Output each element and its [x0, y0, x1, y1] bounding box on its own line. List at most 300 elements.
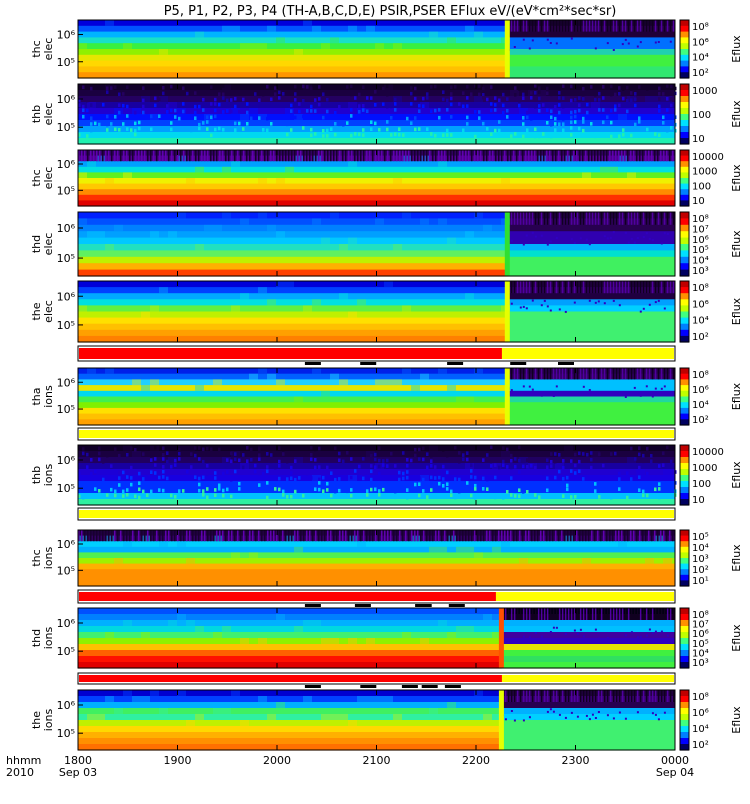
noise-pixel	[547, 305, 549, 307]
noise-pixel	[110, 458, 113, 462]
noise-pixel	[655, 212, 657, 225]
noise-pixel	[546, 108, 549, 112]
noise-pixel	[538, 86, 541, 90]
noise-pixel	[238, 122, 241, 126]
noise-pixel	[222, 472, 225, 476]
noise-pixel	[93, 530, 95, 541]
noise-pixel	[170, 109, 173, 113]
noise-pixel	[601, 368, 603, 379]
noise-pixel	[202, 98, 205, 102]
texture-pixel	[222, 167, 231, 173]
noise-pixel	[667, 233, 669, 235]
noise-pixel	[426, 452, 429, 456]
noise-pixel	[504, 150, 506, 161]
spectrum-band	[78, 26, 508, 32]
mode-slow-survey	[502, 348, 674, 359]
noise-pixel	[150, 91, 153, 95]
noise-pixel	[561, 530, 563, 541]
noise-pixel	[670, 281, 672, 293]
noise-pixel	[615, 150, 617, 161]
noise-pixel	[394, 464, 397, 468]
x-tick-label: 2200	[462, 754, 490, 767]
noise-pixel	[530, 117, 533, 121]
noise-pixel	[306, 85, 309, 89]
noise-pixel	[154, 452, 157, 456]
noise-pixel	[326, 110, 329, 114]
spectrum-band	[78, 552, 675, 558]
noise-pixel	[628, 608, 630, 620]
noise-pixel	[162, 465, 165, 469]
noise-pixel	[430, 110, 433, 114]
noise-pixel	[624, 150, 626, 161]
noise-pixel	[399, 530, 401, 541]
noise-pixel	[102, 530, 104, 541]
noise-pixel	[290, 128, 293, 132]
noise-pixel	[646, 451, 649, 455]
noise-pixel	[458, 490, 461, 494]
texture-pixel	[267, 374, 276, 380]
noise-pixel	[315, 530, 317, 541]
texture-pixel	[582, 558, 591, 564]
noise-pixel	[558, 453, 561, 457]
color-bar-segment	[680, 552, 689, 558]
noise-pixel	[110, 86, 113, 90]
y-tick-label: 10⁶	[56, 538, 75, 551]
noise-pixel	[643, 281, 645, 293]
noise-pixel	[250, 470, 253, 474]
noise-pixel	[558, 96, 561, 100]
noise-pixel	[82, 452, 85, 456]
noise-pixel	[595, 20, 597, 32]
noise-pixel	[366, 447, 369, 451]
texture-pixel	[123, 43, 132, 49]
noise-pixel	[297, 530, 299, 541]
noise-pixel	[670, 483, 673, 487]
figure-title: P5, P1, P2, P3, P4 (TH-A,B,C,D,E) PSIR,PSER EFlux eV/(eV*cm²*sec*sr)	[163, 4, 617, 19]
noise-pixel	[666, 530, 668, 541]
noise-pixel	[582, 477, 585, 481]
noise-pixel	[490, 476, 493, 480]
noise-pixel	[570, 459, 573, 463]
noise-pixel	[206, 472, 209, 476]
noise-pixel	[662, 104, 665, 108]
texture-pixel	[105, 469, 114, 475]
noise-pixel	[255, 150, 257, 161]
texture-pixel	[393, 714, 402, 720]
noise-pixel	[646, 232, 648, 234]
noise-pixel	[637, 20, 639, 32]
noise-pixel	[556, 690, 558, 702]
texture-pixel	[420, 374, 429, 380]
noise-pixel	[657, 150, 659, 161]
noise-pixel	[194, 105, 197, 109]
noise-pixel	[594, 530, 596, 541]
noise-pixel	[603, 150, 605, 161]
color-bar	[680, 368, 743, 426]
noise-pixel	[278, 127, 281, 131]
noise-pixel	[126, 475, 129, 479]
noise-pixel	[285, 530, 287, 541]
noise-pixel	[583, 212, 585, 225]
noise-pixel	[134, 129, 137, 133]
noise-pixel	[651, 530, 653, 541]
noise-pixel	[622, 281, 624, 293]
texture-pixel	[177, 614, 186, 620]
spectrum-band-after	[508, 397, 675, 403]
noise-pixel	[438, 530, 440, 541]
color-bar	[680, 690, 743, 751]
noise-pixel	[306, 472, 309, 476]
noise-pixel	[386, 105, 389, 109]
texture-pixel	[663, 558, 672, 564]
noise-pixel	[106, 493, 109, 497]
noise-pixel	[510, 454, 513, 458]
noise-pixel	[670, 690, 672, 702]
noise-pixel	[590, 85, 593, 89]
texture-pixel	[465, 26, 474, 32]
noise-pixel	[194, 446, 197, 450]
noise-pixel	[538, 368, 540, 379]
noise-pixel	[501, 150, 503, 161]
texture-pixel	[285, 281, 294, 287]
noise-pixel	[386, 84, 389, 88]
noise-pixel	[442, 448, 445, 452]
noise-pixel	[556, 368, 558, 379]
x-date-label: Sep 03	[58, 766, 98, 779]
noise-pixel	[556, 608, 558, 620]
noise-pixel	[322, 458, 325, 462]
noise-pixel	[342, 128, 345, 132]
noise-pixel	[610, 109, 613, 113]
spectrum-band	[78, 20, 508, 26]
spectrum-band	[78, 212, 508, 219]
noise-pixel	[583, 608, 585, 620]
noise-pixel	[607, 608, 609, 620]
noise-pixel	[670, 452, 673, 456]
noise-pixel	[198, 489, 201, 493]
texture-pixel	[330, 212, 339, 218]
noise-pixel	[350, 122, 353, 126]
noise-pixel	[577, 368, 579, 379]
noise-pixel	[655, 281, 657, 293]
texture-pixel	[483, 714, 492, 720]
noise-pixel	[628, 690, 630, 702]
spectrum-band-after	[502, 732, 675, 739]
noise-pixel	[543, 150, 545, 161]
noise-pixel	[402, 530, 404, 541]
noise-pixel	[664, 232, 666, 234]
noise-pixel	[526, 458, 529, 462]
texture-pixel	[96, 469, 105, 475]
color-bar-tick-label: 10⁶	[692, 37, 709, 49]
color-bar-tick-label: 10⁷	[692, 224, 709, 236]
noise-pixel	[338, 445, 341, 449]
noise-pixel	[663, 530, 665, 541]
mode-bar	[78, 673, 675, 688]
noise-pixel	[370, 96, 373, 100]
mode-slow-survey	[79, 430, 674, 438]
burst-marker	[360, 685, 376, 688]
burst-marker	[445, 685, 461, 688]
noise-pixel	[511, 240, 513, 242]
noise-pixel	[210, 453, 213, 457]
noise-pixel	[510, 150, 512, 161]
noise-pixel	[494, 459, 497, 463]
noise-pixel	[538, 97, 541, 101]
noise-pixel	[386, 98, 389, 102]
color-bar-segment	[680, 318, 689, 325]
noise-pixel	[522, 465, 525, 469]
noise-pixel	[482, 87, 485, 91]
noise-pixel	[637, 237, 639, 239]
noise-pixel	[494, 481, 497, 485]
noise-pixel	[661, 243, 663, 245]
color-bar-segment	[680, 564, 689, 570]
noise-pixel	[459, 530, 461, 541]
noise-pixel	[590, 451, 593, 455]
noise-pixel	[583, 281, 585, 293]
texture-pixel	[240, 43, 249, 49]
noise-pixel	[646, 459, 649, 463]
noise-pixel	[470, 469, 473, 473]
noise-pixel	[98, 481, 101, 485]
noise-pixel	[534, 150, 536, 161]
noise-pixel	[573, 530, 575, 541]
noise-pixel	[566, 484, 569, 488]
noise-pixel	[531, 150, 533, 161]
noise-pixel	[658, 608, 660, 620]
noise-pixel	[597, 150, 599, 161]
noise-pixel	[390, 530, 392, 541]
noise-pixel	[580, 690, 582, 702]
spectrum-band-after	[508, 318, 675, 325]
noise-pixel	[370, 488, 373, 492]
noise-pixel	[643, 690, 645, 702]
spectrogram-panel-thb-ions	[30, 445, 743, 506]
color-bar-tick-label: 10³	[692, 266, 709, 277]
noise-pixel	[310, 134, 313, 138]
noise-pixel	[210, 134, 213, 138]
noise-pixel	[571, 281, 573, 293]
noise-pixel	[613, 300, 615, 302]
noise-pixel	[150, 128, 153, 132]
noise-pixel	[511, 690, 513, 702]
noise-pixel	[170, 128, 173, 132]
noise-pixel	[514, 368, 516, 379]
texture-pixel	[438, 161, 447, 167]
noise-pixel	[254, 92, 257, 96]
noise-pixel	[422, 458, 425, 462]
noise-pixel	[531, 530, 533, 541]
noise-pixel	[146, 111, 149, 115]
spectrum-band	[78, 575, 675, 581]
noise-pixel	[210, 110, 213, 114]
noise-pixel	[586, 608, 588, 620]
texture-pixel	[366, 638, 375, 644]
noise-pixel	[86, 465, 89, 469]
noise-pixel	[610, 368, 612, 379]
noise-pixel	[602, 96, 605, 100]
y-tick-label: 10⁵	[56, 121, 75, 135]
noise-pixel	[554, 460, 557, 464]
noise-pixel	[270, 98, 273, 102]
noise-pixel	[570, 121, 573, 125]
texture-pixel	[141, 632, 150, 638]
noise-pixel	[398, 458, 401, 462]
texture-pixel	[447, 238, 456, 244]
color-bar-tick-label: 10⁸	[692, 214, 709, 225]
noise-pixel	[550, 241, 552, 243]
noise-pixel	[630, 91, 633, 95]
noise-pixel	[547, 368, 549, 379]
noise-pixel	[474, 103, 477, 107]
noise-pixel	[418, 457, 421, 461]
color-bar-segment	[680, 608, 689, 615]
noise-pixel	[654, 530, 656, 541]
texture-pixel	[123, 172, 132, 178]
noise-pixel	[667, 635, 669, 637]
noise-pixel	[471, 530, 473, 541]
noise-pixel	[82, 496, 85, 500]
noise-pixel	[535, 368, 537, 379]
noise-pixel	[190, 483, 193, 487]
noise-pixel	[574, 495, 577, 499]
color-bar-segment	[680, 644, 689, 651]
texture-pixel	[456, 397, 465, 403]
noise-pixel	[206, 464, 209, 468]
noise-pixel	[94, 487, 97, 491]
noise-pixel	[526, 608, 528, 620]
noise-pixel	[366, 110, 369, 114]
noise-pixel	[102, 460, 105, 464]
noise-pixel	[114, 458, 117, 462]
noise-pixel	[326, 482, 329, 486]
noise-pixel	[604, 20, 606, 32]
noise-pixel	[370, 127, 373, 131]
burst-marker	[355, 604, 371, 607]
texture-pixel	[105, 696, 114, 702]
noise-pixel	[514, 132, 517, 136]
noise-pixel	[162, 453, 165, 457]
noise-pixel	[358, 465, 361, 469]
texture-pixel	[393, 244, 402, 250]
texture-pixel	[600, 167, 609, 173]
texture-pixel	[348, 312, 357, 318]
noise-pixel	[466, 122, 469, 126]
color-bar-segment	[680, 714, 689, 721]
noise-pixel	[470, 494, 473, 498]
noise-pixel	[334, 478, 337, 482]
noise-pixel	[446, 129, 449, 133]
noise-pixel	[252, 150, 254, 161]
noise-pixel	[192, 530, 194, 541]
spectrum-band	[78, 408, 508, 414]
noise-pixel	[86, 109, 89, 113]
texture-pixel	[501, 451, 510, 457]
noise-pixel	[278, 91, 281, 95]
noise-pixel	[237, 530, 239, 541]
noise-pixel	[315, 150, 317, 161]
noise-pixel	[96, 530, 98, 541]
noise-pixel	[625, 634, 627, 636]
noise-pixel	[318, 481, 321, 485]
noise-pixel	[282, 459, 285, 463]
noise-pixel	[458, 102, 461, 106]
color-bar-segment	[680, 178, 689, 184]
noise-pixel	[182, 489, 185, 493]
noise-pixel	[314, 487, 317, 491]
noise-pixel	[606, 127, 609, 131]
noise-pixel	[117, 530, 119, 541]
noise-pixel	[246, 452, 249, 456]
texture-pixel	[159, 708, 168, 714]
spectrum-band	[78, 644, 502, 651]
texture-pixel	[177, 690, 186, 696]
noise-pixel	[210, 150, 212, 161]
texture-pixel	[384, 696, 393, 702]
noise-pixel	[406, 496, 409, 500]
noise-pixel	[286, 123, 289, 127]
noise-pixel	[120, 150, 122, 161]
noise-pixel	[550, 123, 553, 127]
noise-pixel	[222, 132, 225, 136]
noise-pixel	[670, 97, 673, 101]
spectrum-band	[78, 318, 508, 325]
noise-pixel	[310, 128, 313, 132]
noise-pixel	[666, 129, 669, 133]
noise-pixel	[279, 150, 281, 161]
noise-pixel	[478, 93, 481, 97]
noise-pixel	[214, 115, 217, 119]
noise-pixel	[592, 368, 594, 379]
color-bar-segment	[680, 132, 689, 139]
noise-pixel	[547, 281, 549, 293]
noise-pixel	[237, 150, 239, 161]
noise-pixel	[168, 530, 170, 541]
noise-pixel	[520, 690, 522, 702]
noise-pixel	[366, 150, 368, 161]
noise-pixel	[578, 127, 581, 131]
noise-pixel	[501, 530, 503, 541]
color-bar-segment	[680, 108, 689, 115]
noise-pixel	[574, 98, 577, 102]
texture-pixel	[348, 102, 357, 108]
noise-pixel	[278, 110, 281, 114]
noise-pixel	[522, 84, 525, 88]
color-bar-segment	[680, 708, 689, 715]
noise-pixel	[604, 302, 606, 304]
noise-pixel	[369, 530, 371, 541]
noise-pixel	[470, 475, 473, 479]
spectrum-band-after	[502, 632, 675, 639]
color-bar-segment	[680, 244, 689, 251]
noise-pixel	[552, 530, 554, 541]
noise-pixel	[586, 281, 588, 293]
x-tick-label: 1900	[163, 754, 192, 767]
noise-pixel	[576, 530, 578, 541]
noise-pixel	[610, 496, 613, 500]
noise-pixel	[258, 150, 260, 161]
noise-pixel	[414, 483, 417, 487]
noise-pixel	[206, 127, 209, 131]
noise-pixel	[538, 122, 541, 126]
noise-pixel	[386, 494, 389, 498]
noise-pixel	[102, 150, 104, 161]
noise-pixel	[322, 116, 325, 120]
y-tick-label: 10⁶	[56, 93, 75, 106]
noise-pixel	[218, 448, 221, 452]
color-bar-segment	[680, 20, 689, 26]
